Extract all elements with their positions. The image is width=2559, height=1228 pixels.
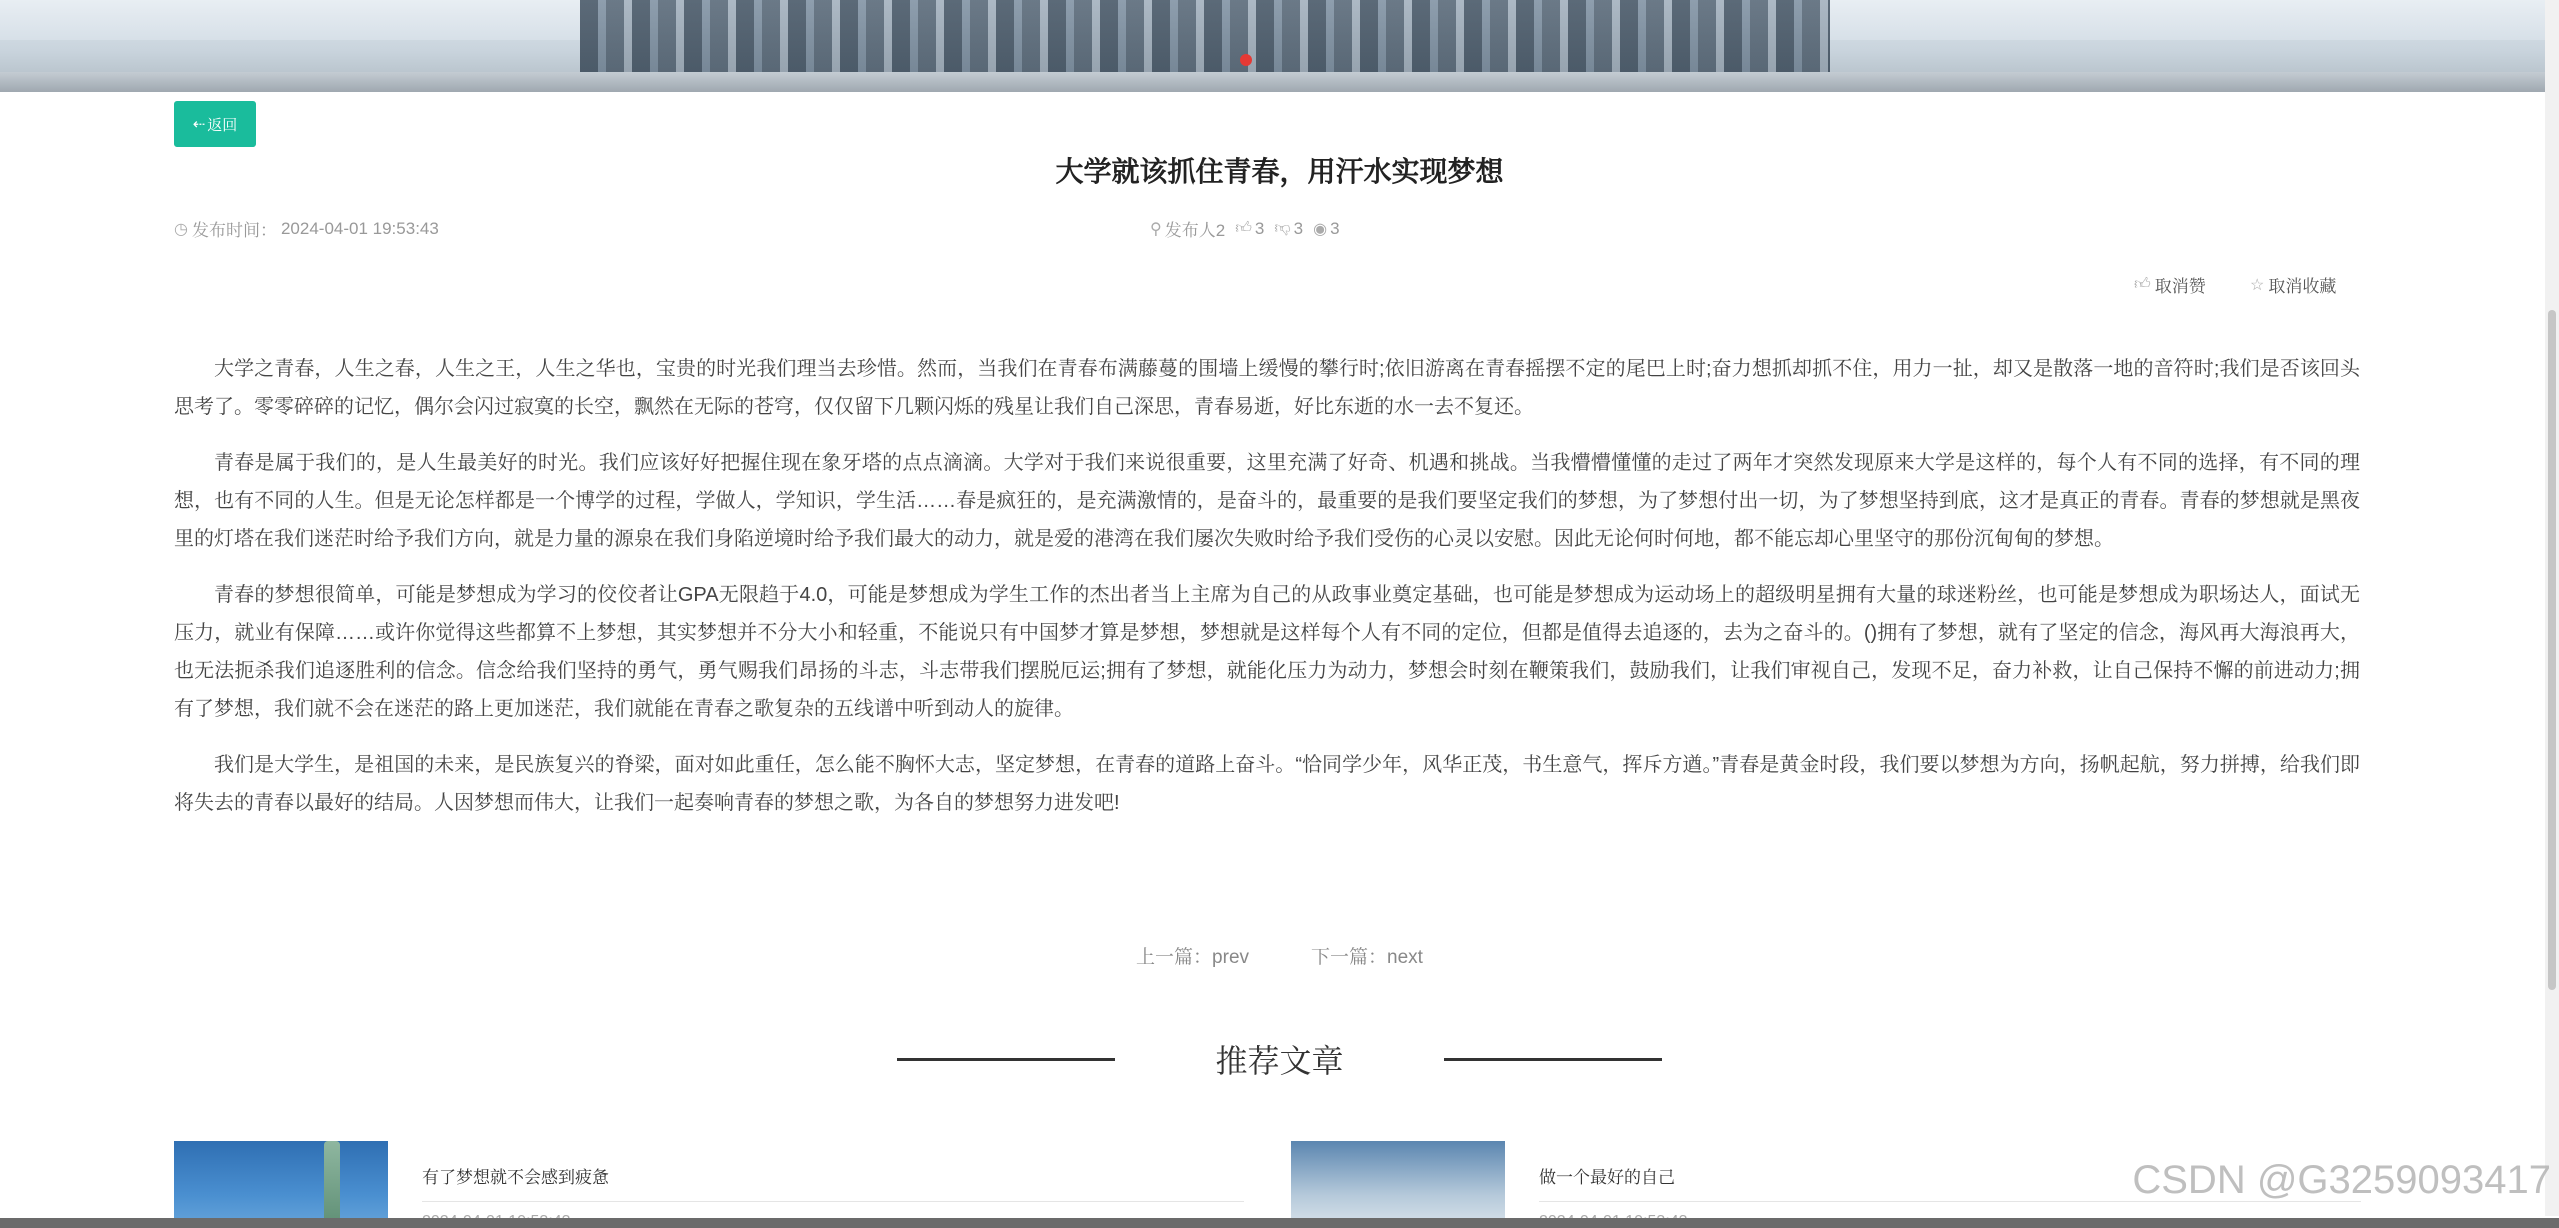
heading-divider-right <box>1444 1058 1662 1061</box>
recommend-thumbnail[interactable] <box>174 1141 388 1228</box>
csdn-watermark: CSDN @G3259093417 <box>2132 1158 2551 1202</box>
unfavorite-label: 取消收藏 <box>2268 277 2337 296</box>
statue-figure <box>324 1141 340 1227</box>
author-stat <box>1150 216 1225 241</box>
article-paragraph: 青春是属于我们的，是人生最美好的时光。我们应该好好把握住现在象牙塔的点点滴滴。大学对于我们来说很重要，这里充满了好奇、机遇和挑战。当我懵懵懂懂的走过了两年才突然发现原来大学是这样的，每个人有不同的选择，有不同的理想，也有不同的人生。但是无论怎样都是一个博学的过程，学做人，学知识，学生活……春是疯狂的，是充满激情的，是奋斗的，最重要的是我们要坚定我们的梦想，为了梦想付出一切，为了梦想坚持到底，这才是真正的青春。青春的梦想就是黑夜里的灯塔在我们迷茫时给予我们方向，就是力量的源泉在我们身陷逆境时给予我们最大的动力，就是爱的港湾在我们屡次失败时给予我们受伤的心灵以安慰。因此无论何时何地，都不能忘却心里坚守的那份沉甸甸的梦想。 <box>174 452 2360 550</box>
dislike-stat <box>1274 219 1303 239</box>
like-stat <box>1235 219 1264 239</box>
article-paragraph: 青春的梦想很简单，可能是梦想成为学习的佼佼者让GPA无限趋于4.0，可能是梦想成为学生工作的杰出者当上主席为自己的从政事业奠定基础，也可能是梦想成为运动场上的超级明星拥有大量的球迷粉丝，也可能是梦想成为职场达人，面试无压力，就业有保障……或许你觉得这些都算不上梦想，其实梦想并不分大小和轻重，不能说只有中国梦才算是梦想，梦想就是这样每个人有不同的定位，但都是值得去追逐的，去为之奋斗的。()拥有了梦想，就有了坚定的信念，海风再大海浪再大，也无法扼杀我们追逐胜利的信念。信念给我们坚持的勇气，勇气赐我们昂扬的斗志，斗志带我们摆脱厄运;拥有了梦想，就能化压力为动力，梦想会时刻在鞭策我们，鼓励我们，让我们审视自己，发现不足，奋力补救，让自己保持不懈的前进动力;拥有了梦想，我们就不会在迷茫的路上更加迷茫，我们就能在青春之歌复杂的五线谱中听到动人的旋律。 <box>174 584 2360 720</box>
article-body <box>174 350 2360 840</box>
banner-image <box>0 0 2559 92</box>
article-paragraph: 大学之青春，人生之春，人生之王，人生之华也，宝贵的时光我们理当去珍惜。然而，当我们在青春布满藤蔓的围墙上缓慢的攀行时;依旧游离在青春摇摆不定的尾巴上时;奋力想抓却抓不住，用力一扯，却又是散落一地的音符时;我们是否该回头思考了。零零碎碎的记忆，偶尔会闪过寂寞的长空，飘然在无际的苍穹，仅仅留下几颗闪烁的残星让我们自己深思，青春易逝，好比东逝的水一去不复还。 <box>174 358 2360 418</box>
prev-article-link[interactable]: 上一篇：prev <box>1136 947 1250 968</box>
recommend-card-title[interactable]: 有了梦想就不会感到疲惫 <box>422 1168 609 1187</box>
scrollbar-thumb[interactable] <box>2548 310 2556 990</box>
recommend-card[interactable] <box>174 1141 1244 1228</box>
recommend-title: 推荐文章 <box>1215 1043 1344 1079</box>
card-divider <box>422 1201 1244 1202</box>
carousel-dot-active[interactable] <box>1240 54 1252 66</box>
unfavorite-button[interactable] <box>2250 272 2336 297</box>
dislike-count: 3 <box>1293 218 1304 238</box>
view-count: 3 <box>1330 218 1340 238</box>
eye-icon: ◉ <box>1313 220 1328 238</box>
next-article-link[interactable]: 下一篇：next <box>1311 947 1423 968</box>
publish-label: 发布时间： <box>191 221 277 240</box>
bottom-bar <box>0 1218 2559 1228</box>
clock-icon: ◷ <box>174 220 188 238</box>
unlike-label: 取消赞 <box>2154 277 2206 296</box>
star-icon: ☆ <box>2250 276 2265 294</box>
article-paragraph: 我们是大学生，是祖国的未来，是民族复兴的脊梁，面对如此重任，怎么能不胸怀大志，坚定梦想，在青春的道路上奋斗。“恰同学少年，风华正茂，书生意气，挥斥方遒。”青春是黄金时段，我们要以梦想为方向，扬帆起航，努力拼搏，给我们即将失去的青春以最好的结局。人因梦想而伟大，让我们一起奏响青春的梦想之歌，为各自的梦想努力进发吧! <box>174 754 2360 814</box>
heading-divider-left <box>897 1058 1115 1061</box>
back-label: 返回 <box>207 116 238 134</box>
author-name: 发布人2 <box>1164 221 1226 240</box>
view-stat <box>1313 219 1339 239</box>
thumbs-up-icon: 👍︎ <box>1235 220 1252 237</box>
recommend-thumbnail[interactable] <box>1291 1141 1505 1228</box>
user-icon: ⚲ <box>1150 220 1162 238</box>
back-button[interactable] <box>174 101 256 147</box>
thumbs-down-icon: 👎︎ <box>1274 220 1291 237</box>
recommend-card-title[interactable]: 做一个最好的自己 <box>1539 1168 1675 1187</box>
article-stats <box>1150 216 1340 241</box>
recommend-heading <box>0 1036 2559 1082</box>
banner-ground <box>0 72 2559 92</box>
like-count: 3 <box>1254 218 1265 238</box>
page-scrollbar[interactable] <box>2545 0 2559 1216</box>
thumbs-up-icon: 👍︎ <box>2134 276 2151 293</box>
page-title: 大学就该抓住青春，用汗水实现梦想 <box>1055 156 1504 187</box>
arrow-left-icon: ⇠ <box>192 116 206 133</box>
publish-time-meta <box>174 216 439 241</box>
article-pager <box>0 942 2559 969</box>
unlike-button[interactable] <box>2134 272 2206 297</box>
publish-time: 2024-04-01 19:53:43 <box>280 218 439 238</box>
